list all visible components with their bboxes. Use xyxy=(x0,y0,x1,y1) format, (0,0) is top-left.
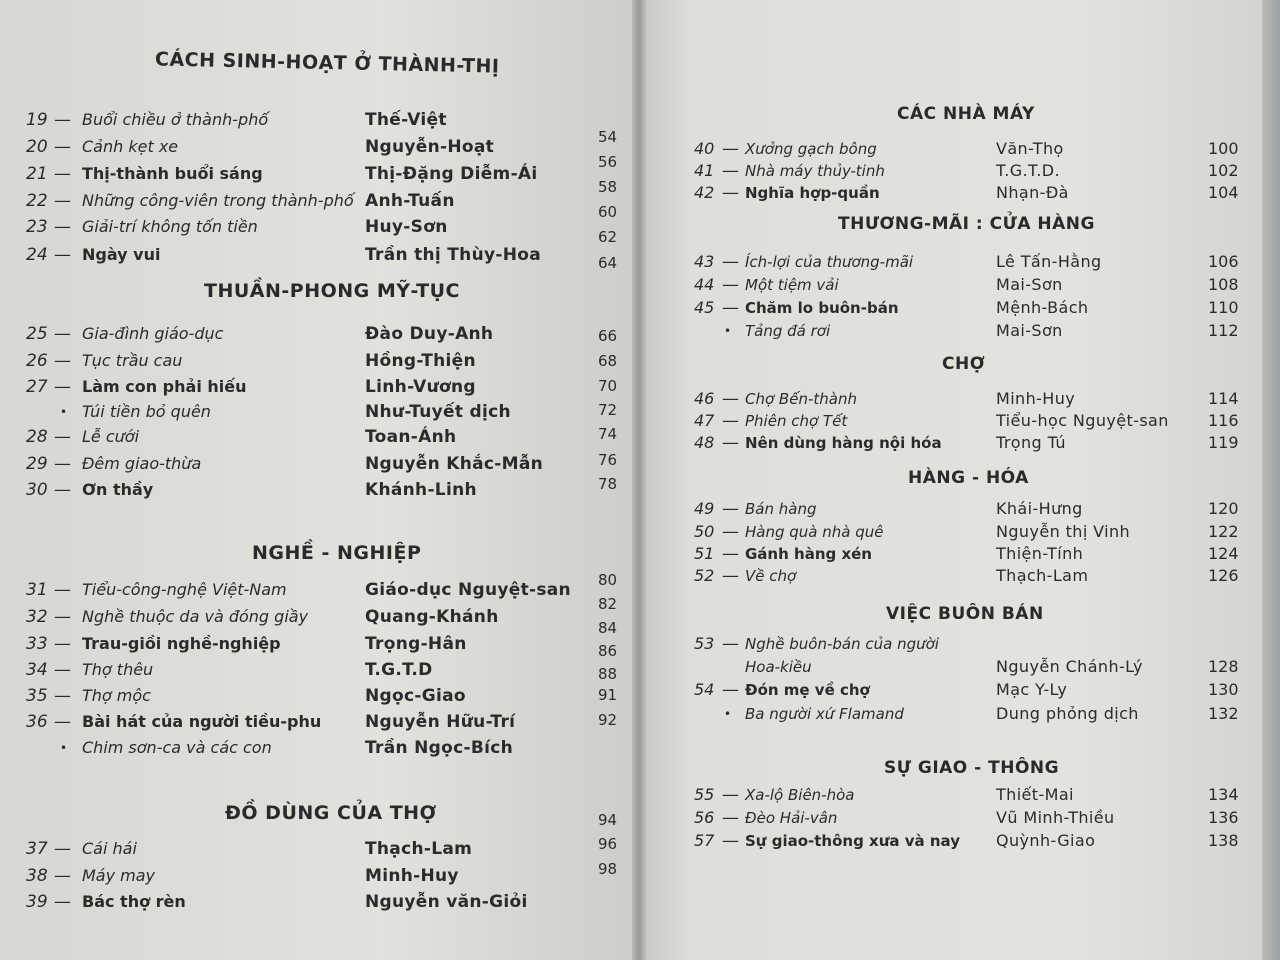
entry-page-number: 136 xyxy=(1208,808,1239,827)
entry-number: 41 xyxy=(694,161,715,180)
page-number: 64 xyxy=(598,254,618,272)
dash-separator: — xyxy=(722,566,739,586)
dash-separator: — xyxy=(54,324,71,344)
dash-separator: — xyxy=(722,522,739,542)
toc-entry[interactable] xyxy=(0,319,1262,343)
entry-page-number: 114 xyxy=(1208,389,1239,408)
entry-title: Nghĩa hợp-quần xyxy=(745,184,880,202)
entry-title: Bán hàng xyxy=(745,500,817,518)
toc-entry[interactable] xyxy=(0,409,1262,433)
page-number: 66 xyxy=(598,327,618,345)
entry-page-number: 106 xyxy=(1208,252,1239,271)
section-title: ĐỒ DÙNG CỦA THỢ xyxy=(225,802,437,824)
toc-entry[interactable] xyxy=(0,806,1262,830)
bullet-icon: • xyxy=(60,741,68,755)
entry-author: Đào Duy-Anh xyxy=(365,324,494,344)
toc-entry[interactable] xyxy=(0,864,632,888)
entry-number: 49 xyxy=(694,499,715,518)
entry-title: Nghề buôn-bán của người xyxy=(745,635,939,653)
entry-author: Trọng Tú xyxy=(996,433,1066,452)
entry-number: 30 xyxy=(26,480,48,500)
section-title: CHỢ xyxy=(942,354,986,374)
toc-entry[interactable] xyxy=(0,387,1262,411)
dash-separator: — xyxy=(722,499,739,519)
entry-title: Giải-trí không tốn tiền xyxy=(82,217,258,236)
entry-title: Bài hát của người tiều-phu xyxy=(82,712,322,731)
toc-entry[interactable] xyxy=(0,564,1262,588)
entry-title: Máy may xyxy=(82,866,156,885)
entry-title: Đón mẹ về chợ xyxy=(745,681,870,699)
entry-title: Ơn thầy xyxy=(82,480,154,499)
entry-title: Hoa-kiều xyxy=(745,658,812,676)
entry-number: 39 xyxy=(26,892,48,912)
toc-entry[interactable] xyxy=(0,273,1262,297)
page-number: 86 xyxy=(598,642,618,660)
entry-title: Gánh hàng xén xyxy=(745,545,872,563)
entry-number: 22 xyxy=(26,191,48,211)
toc-entry[interactable] xyxy=(0,349,632,373)
dash-separator: — xyxy=(54,454,71,474)
entry-number: 56 xyxy=(694,808,715,827)
entry-title: Cái hái xyxy=(82,839,137,858)
entry-title: Nên dùng hàng nội hóa xyxy=(745,434,942,452)
toc-entry[interactable] xyxy=(0,678,1262,702)
entry-author: Thạch-Lam xyxy=(365,839,473,859)
entry-number: 37 xyxy=(26,839,48,859)
dash-separator: — xyxy=(54,866,71,886)
page-number: 70 xyxy=(598,377,618,395)
entry-number: 47 xyxy=(694,411,715,430)
toc-entry[interactable] xyxy=(0,215,632,239)
toc-entry[interactable] xyxy=(0,181,1262,205)
entry-page-number: 138 xyxy=(1208,831,1239,850)
entry-number: 23 xyxy=(26,217,48,237)
toc-entry[interactable] xyxy=(0,783,1262,807)
dash-separator: — xyxy=(722,298,739,318)
entry-author: Nhạn-Đà xyxy=(996,183,1069,202)
page-number: 74 xyxy=(598,425,618,443)
entry-title: Chim sơn-ca và các con xyxy=(82,738,272,757)
toc-entry[interactable] xyxy=(0,702,1262,726)
dash-separator: — xyxy=(54,686,71,706)
page-number: 91 xyxy=(598,686,618,704)
entry-title: Tục trầu cau xyxy=(82,351,183,370)
dash-separator: — xyxy=(722,785,739,805)
entry-number: 21 xyxy=(26,164,48,184)
entry-page-number: 124 xyxy=(1208,544,1239,563)
entry-page-number: 108 xyxy=(1208,275,1239,294)
entry-page-number: 134 xyxy=(1208,785,1239,804)
section-title: CÁCH SINH-HOẠT Ở THÀNH-THỊ xyxy=(154,48,500,78)
dash-separator: — xyxy=(54,892,71,912)
entry-author: Linh-Vương xyxy=(365,377,476,397)
toc-entry[interactable] xyxy=(0,736,632,760)
section-title: THƯƠNG-MÃI : CỬA HÀNG xyxy=(838,214,1095,234)
entry-author: Nguyễn-Hoạt xyxy=(365,137,495,157)
toc-entry[interactable] xyxy=(0,159,1262,183)
entry-page-number: 132 xyxy=(1208,704,1239,723)
entry-page-number: 126 xyxy=(1208,566,1239,585)
entry-author: Mai-Sơn xyxy=(996,275,1063,294)
entry-title: Về chợ xyxy=(745,567,797,585)
dash-separator: — xyxy=(54,712,71,732)
entry-number: 54 xyxy=(694,680,715,699)
entry-number: 24 xyxy=(26,245,48,265)
entry-number: 42 xyxy=(694,183,715,202)
entry-number: 25 xyxy=(26,324,48,344)
entry-author: Trọng-Hân xyxy=(365,634,467,654)
entry-author: Văn-Thọ xyxy=(996,139,1064,158)
toc-entry[interactable] xyxy=(0,497,1262,521)
dash-separator: — xyxy=(54,377,71,397)
dash-separator: — xyxy=(722,389,739,409)
entry-title: Làm con phải hiếu xyxy=(82,377,247,396)
page-number: 78 xyxy=(598,475,618,493)
entry-title: Cảnh kẹt xe xyxy=(82,137,179,156)
toc-entry[interactable] xyxy=(0,655,1262,679)
entry-author: Quang-Khánh xyxy=(365,607,499,627)
section-title: SỰ GIAO - THÔNG xyxy=(884,758,1060,778)
entry-author: Trần Ngọc-Bích xyxy=(365,738,513,758)
toc-entry[interactable] xyxy=(0,605,632,629)
page-number: 80 xyxy=(598,571,618,589)
entry-author: Quỳnh-Giao xyxy=(996,831,1096,850)
entry-number: 46 xyxy=(694,389,715,408)
dash-separator: — xyxy=(54,191,71,211)
entry-author: Tiểu-học Nguyệt-san xyxy=(996,411,1169,430)
entry-page-number: 112 xyxy=(1208,321,1239,340)
bullet-icon: • xyxy=(724,707,732,721)
toc-entry[interactable] xyxy=(0,829,1262,853)
entry-number: 36 xyxy=(26,712,48,732)
toc-entry[interactable] xyxy=(0,137,1262,161)
entry-page-number: 102 xyxy=(1208,161,1239,180)
dash-separator: — xyxy=(722,808,739,828)
entry-title: Bác thợ rèn xyxy=(82,892,186,911)
bullet-icon: • xyxy=(60,405,68,419)
dash-separator: — xyxy=(722,161,739,181)
entry-number: 53 xyxy=(694,634,715,653)
dash-separator: — xyxy=(722,634,739,654)
entry-title: Thợ thêu xyxy=(82,660,154,679)
entry-number: 34 xyxy=(26,660,48,680)
entry-author: Mạc Y-Ly xyxy=(996,680,1068,699)
entry-number: 31 xyxy=(26,580,48,600)
dash-separator: — xyxy=(54,427,71,447)
entry-title: Ngày vui xyxy=(82,245,161,264)
entry-author: Thạch-Lam xyxy=(996,566,1089,585)
entry-author: Trần thị Thùy-Hoa xyxy=(365,245,541,265)
entry-author: Như-Tuyết dịch xyxy=(365,402,511,422)
entry-number: 52 xyxy=(694,566,715,585)
entry-author: T.G.T.D xyxy=(365,660,433,680)
dash-separator: — xyxy=(54,217,71,237)
dash-separator: — xyxy=(722,680,739,700)
entry-page-number: 110 xyxy=(1208,298,1239,317)
entry-author: Lê Tấn-Hằng xyxy=(996,252,1102,271)
section-title: NGHỀ - NGHIỆP xyxy=(252,542,422,564)
entry-title: Ba người xứ Flamand xyxy=(745,705,904,723)
entry-title: Đèo Hải-vân xyxy=(745,809,838,827)
toc-entry[interactable] xyxy=(0,520,1262,544)
entry-page-number: 130 xyxy=(1208,680,1239,699)
entry-number: 55 xyxy=(694,785,715,804)
entry-author: Minh-Huy xyxy=(365,866,459,886)
entry-number: 38 xyxy=(26,866,48,886)
entry-author: Khánh-Linh xyxy=(365,480,477,500)
page-number: 60 xyxy=(598,203,618,221)
page-number: 94 xyxy=(598,811,618,829)
entry-number: 35 xyxy=(26,686,48,706)
toc-entry[interactable] xyxy=(0,632,1262,656)
toc-entry[interactable] xyxy=(0,890,632,914)
dash-separator: — xyxy=(54,164,71,184)
entry-title: Hàng quà nhà quê xyxy=(745,523,884,541)
page-number: 72 xyxy=(598,401,618,419)
entry-page-number: 128 xyxy=(1208,657,1239,676)
dash-separator: — xyxy=(54,607,71,627)
toc-entry[interactable] xyxy=(0,452,632,476)
entry-author: Thiện-Tính xyxy=(996,544,1084,563)
entry-number: 19 xyxy=(26,110,48,130)
dash-separator: — xyxy=(722,183,739,203)
entry-author: Mệnh-Bách xyxy=(996,298,1089,317)
entry-title: Gia-đình giáo-dục xyxy=(82,324,224,343)
entry-title: Xa-lộ Biên-hòa xyxy=(745,786,855,804)
entry-page-number: 116 xyxy=(1208,411,1239,430)
entry-number: 50 xyxy=(694,522,715,541)
entry-page-number: 120 xyxy=(1208,499,1239,518)
page-edge xyxy=(1262,0,1280,960)
entry-title: Tảng đá rơi xyxy=(745,322,831,340)
entry-title: Buổi chiều ở thành-phố xyxy=(82,110,269,129)
dash-separator: — xyxy=(722,831,739,851)
entry-number: 32 xyxy=(26,607,48,627)
dash-separator: — xyxy=(54,351,71,371)
page-number: 84 xyxy=(598,619,618,637)
dash-separator: — xyxy=(722,252,739,272)
entry-author: Vũ Minh-Thiều xyxy=(996,808,1115,827)
entry-number: 27 xyxy=(26,377,48,397)
entry-author: Nguyễn Chánh-Lý xyxy=(996,657,1143,676)
entry-title: Thị-thành buổi sáng xyxy=(82,164,263,183)
dash-separator: — xyxy=(54,580,71,600)
entry-number: 57 xyxy=(694,831,715,850)
entry-title: Sự giao-thông xưa và nay xyxy=(745,832,960,850)
entry-author: Anh-Tuấn xyxy=(365,191,455,211)
entry-author: Huy-Sơn xyxy=(365,217,448,237)
entry-author: Nguyễn văn-Giỏi xyxy=(365,892,528,912)
entry-page-number: 104 xyxy=(1208,183,1239,202)
entry-title: Thợ mộc xyxy=(82,686,151,705)
entry-number: 28 xyxy=(26,427,48,447)
entry-number: 48 xyxy=(694,433,715,452)
entry-number: 43 xyxy=(694,252,715,271)
entry-author: Nguyễn Hữu-Trí xyxy=(365,712,516,732)
dash-separator: — xyxy=(54,480,71,500)
page-number: 88 xyxy=(598,665,618,683)
bullet-icon: • xyxy=(724,324,732,338)
entry-author: Thế-Việt xyxy=(365,110,447,130)
dash-separator: — xyxy=(54,634,71,654)
dash-separator: — xyxy=(54,137,71,157)
toc-entry[interactable] xyxy=(0,108,632,132)
entry-author: Thị-Đặng Diễm-Ái xyxy=(365,164,538,184)
page-number: 54 xyxy=(598,128,618,146)
entry-number: 51 xyxy=(694,544,715,563)
entry-author: Nguyễn Khắc-Mẫn xyxy=(365,454,544,474)
entry-title: Một tiệm vải xyxy=(745,276,839,294)
entry-author: Thiết-Mai xyxy=(996,785,1074,804)
entry-page-number: 119 xyxy=(1208,433,1239,452)
entry-title: Phiên chợ Tết xyxy=(745,412,848,430)
entry-title: Lễ cưới xyxy=(82,427,140,446)
entry-page-number: 100 xyxy=(1208,139,1239,158)
entry-number: 29 xyxy=(26,454,48,474)
dash-separator: — xyxy=(54,660,71,680)
entry-title: Nhà máy thủy-tinh xyxy=(745,162,885,180)
entry-author: Nguyễn thị Vinh xyxy=(996,522,1131,541)
entry-number: 20 xyxy=(26,137,48,157)
entry-title: Đêm giao-thừa xyxy=(82,454,202,473)
entry-author: T.G.T.D. xyxy=(996,161,1061,180)
entry-number: 40 xyxy=(694,139,715,158)
entry-author: Minh-Huy xyxy=(996,389,1076,408)
dash-separator: — xyxy=(722,544,739,564)
entry-title: Chợ Bến-thành xyxy=(745,390,857,408)
section-title: CÁC NHÀ MÁY xyxy=(897,104,1035,124)
toc-entry[interactable] xyxy=(0,542,1262,566)
dash-separator: — xyxy=(722,433,739,453)
entry-author: Hồng-Thiện xyxy=(365,351,476,371)
page-number: 56 xyxy=(598,153,618,171)
toc-entry[interactable] xyxy=(0,250,1262,274)
entry-author: Dung phỏng dịch xyxy=(996,704,1139,723)
entry-number: 33 xyxy=(26,634,48,654)
entry-title: Chăm lo buôn-bán xyxy=(745,299,899,317)
entry-title: Ích-lợi của thương-mãi xyxy=(745,253,914,271)
page-number: 92 xyxy=(598,711,618,729)
page-number: 98 xyxy=(598,860,618,878)
dash-separator: — xyxy=(54,110,71,130)
section-title: VIỆC BUÔN BÁN xyxy=(886,604,1044,624)
entry-title: Nghề thuộc da và đóng giầy xyxy=(82,607,309,626)
entry-number: 45 xyxy=(694,298,715,317)
entry-author: Ngọc-Giao xyxy=(365,686,466,706)
entry-author: Giáo-dục Nguyệt-san xyxy=(365,580,571,600)
entry-title: Túi tiền bỏ quên xyxy=(82,402,211,421)
page-number: 82 xyxy=(598,595,618,613)
entry-title: Xưởng gạch bông xyxy=(745,140,877,158)
entry-number: 44 xyxy=(694,275,715,294)
section-title: HÀNG - HÓA xyxy=(908,468,1029,488)
entry-number: 26 xyxy=(26,351,48,371)
entry-page-number: 122 xyxy=(1208,522,1239,541)
entry-author: Khái-Hưng xyxy=(996,499,1083,518)
dash-separator: — xyxy=(722,411,739,431)
dash-separator: — xyxy=(722,275,739,295)
page-number: 58 xyxy=(598,178,618,196)
entry-author: Mai-Sơn xyxy=(996,321,1063,340)
dash-separator: — xyxy=(722,139,739,159)
page-number: 96 xyxy=(598,835,618,853)
toc-entry[interactable] xyxy=(0,431,1262,455)
entry-title: Những công-viên trong thành-phố xyxy=(82,191,354,210)
page-number: 62 xyxy=(598,228,618,246)
entry-title: Trau-giồi nghề-nghiệp xyxy=(82,634,281,653)
dash-separator: — xyxy=(54,245,71,265)
toc-entry[interactable] xyxy=(0,296,1262,320)
page-number: 68 xyxy=(598,352,618,370)
section-title: THUẦN-PHONG MỸ-TỤC xyxy=(204,280,460,302)
page-number: 76 xyxy=(598,451,618,469)
entry-author: Toan-Ánh xyxy=(365,427,457,447)
entry-title: Tiểu-công-nghệ Việt-Nam xyxy=(82,580,287,599)
dash-separator: — xyxy=(54,839,71,859)
